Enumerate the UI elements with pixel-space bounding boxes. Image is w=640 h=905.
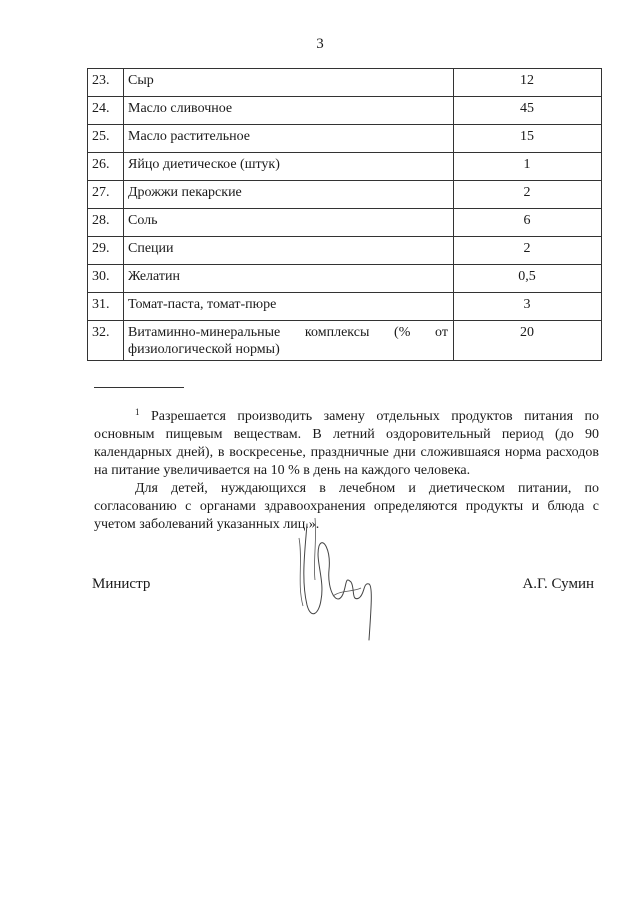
table-row xyxy=(88,125,602,153)
product-value: 2 xyxy=(454,181,602,209)
row-number: 30. xyxy=(88,265,124,293)
footnote-text: Разрешается производить замену отдельных продуктов питания по основным пищевым веществам. В летний оздоровительный период (до 90 календарных дней), в воскресенье, праздничные дни сложившаяся норма расходов на питание увеличивается на 10 % в день на каждого человека. xyxy=(94,409,599,478)
table-row xyxy=(88,237,602,265)
table-row xyxy=(88,265,602,293)
product-name: Витаминно-минеральные комплексы (% от физиологической нормы) xyxy=(124,321,454,361)
table-row xyxy=(88,293,602,321)
signatory-name: А.Г. Сумин xyxy=(522,576,594,592)
table-row xyxy=(88,97,602,125)
row-number: 28. xyxy=(88,209,124,237)
product-value: 2 xyxy=(454,237,602,265)
row-number: 26. xyxy=(88,153,124,181)
row-number: 25. xyxy=(88,125,124,153)
product-value: 1 xyxy=(454,153,602,181)
handwritten-signature xyxy=(285,510,385,650)
table-row xyxy=(88,153,602,181)
table-row xyxy=(88,69,602,97)
signatory-title: Министр xyxy=(92,576,151,592)
product-name: Масло растительное xyxy=(124,125,454,153)
row-number: 24. xyxy=(88,97,124,125)
product-name: Томат-паста, томат-пюре xyxy=(124,293,454,321)
footnote-marker: 1 xyxy=(135,407,140,417)
product-value: 45 xyxy=(454,97,602,125)
food-norms-table xyxy=(87,68,602,361)
row-number: 23. xyxy=(88,69,124,97)
table-row xyxy=(88,181,602,209)
product-name: Желатин xyxy=(124,265,454,293)
footnote-text: Для детей, нуждающихся в лечебном и диетическом питании, по согласованию с органами здравоохранения определяются продукты и блюда с учетом заболеваний указанных лиц.». xyxy=(94,481,599,532)
footnote-divider xyxy=(94,387,184,388)
product-value: 12 xyxy=(454,69,602,97)
product-name: Специи xyxy=(124,237,454,265)
table-row xyxy=(88,209,602,237)
footnote-paragraph xyxy=(94,403,599,480)
row-number: 29. xyxy=(88,237,124,265)
product-value: 6 xyxy=(454,209,602,237)
product-name: Яйцо диетическое (штук) xyxy=(124,153,454,181)
row-number: 32. xyxy=(88,321,124,361)
table-row xyxy=(88,321,602,361)
product-name: Сыр xyxy=(124,69,454,97)
row-number: 31. xyxy=(88,293,124,321)
page-number: 3 xyxy=(316,36,324,52)
product-name: Масло сливочное xyxy=(124,97,454,125)
product-value: 15 xyxy=(454,125,602,153)
product-value: 20 xyxy=(454,321,602,361)
product-name: Дрожжи пекарские xyxy=(124,181,454,209)
product-value: 3 xyxy=(454,293,602,321)
row-number: 27. xyxy=(88,181,124,209)
product-name: Соль xyxy=(124,209,454,237)
product-value: 0,5 xyxy=(454,265,602,293)
